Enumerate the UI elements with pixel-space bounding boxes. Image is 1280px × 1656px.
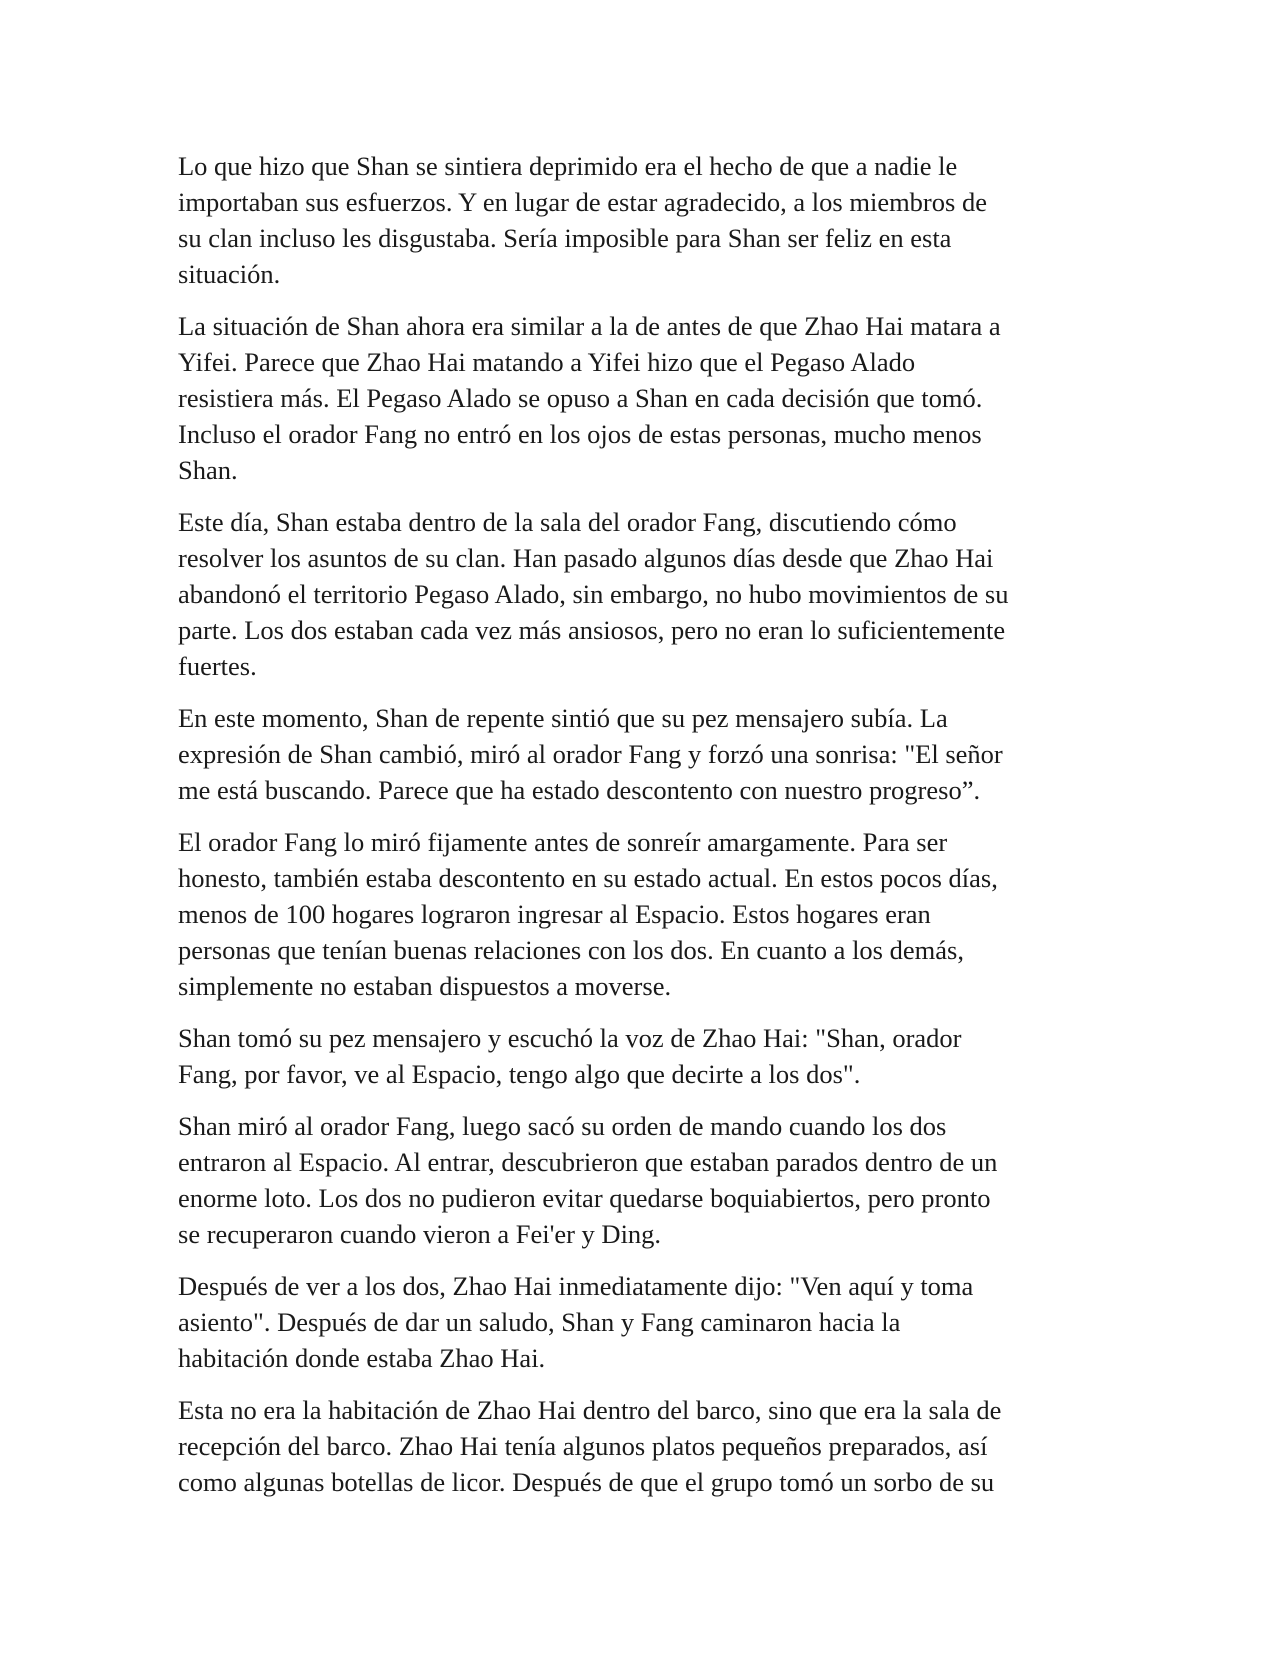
text-line: La situación de Shan ahora era similar a la de antes de que Zhao Hai matara a [178,311,1001,341]
paragraph-6 [178,1020,1108,1092]
text-line: enorme loto. Los dos no pudieron evitar quedarse boquiabiertos, pero pronto [178,1183,991,1213]
text-line: situación. [178,259,281,289]
paragraph-4 [178,700,1108,808]
text-line: entraron al Espacio. Al entrar, descubrieron que estaban parados dentro de un [178,1147,998,1177]
text-line: como algunas botellas de licor. Después de que el grupo tomó un sorbo de su [178,1467,995,1497]
text-line: Shan. [178,455,238,485]
text-line: Incluso el orador Fang no entró en los ojos de estas personas, mucho menos [178,419,982,449]
text-line: Yifei. Parece que Zhao Hai matando a Yifei hizo que el Pegaso Alado [178,347,916,377]
text-line: asiento". Después de dar un saludo, Shan y Fang caminaron hacia la [178,1307,901,1337]
paragraph-9 [178,1392,1108,1500]
paragraph-2 [178,308,1108,488]
paragraph-3 [178,504,1108,684]
paragraph-5 [178,824,1108,1004]
text-line: su clan incluso les disgustaba. Sería imposible para Shan ser feliz en esta [178,223,952,253]
text-line: importaban sus esfuerzos. Y en lugar de estar agradecido, a los miembros de [178,187,987,217]
text-line: Esta no era la habitación de Zhao Hai dentro del barco, sino que era la sala de [178,1395,1002,1425]
text-line: Después de ver a los dos, Zhao Hai inmediatamente dijo: "Ven aquí y toma [178,1271,974,1301]
text-line: El orador Fang lo miró fijamente antes de sonreír amargamente. Para ser [178,827,948,857]
text-line: honesto, también estaba descontento en su estado actual. En estos pocos días, [178,863,998,893]
text-line: En este momento, Shan de repente sintió que su pez mensajero subía. La [178,703,948,733]
document-body [178,148,1108,1516]
text-line: personas que tenían buenas relaciones con los dos. En cuanto a los demás, [178,935,964,965]
text-line: Este día, Shan estaba dentro de la sala del orador Fang, discutiendo cómo [178,507,957,537]
text-line: fuertes. [178,651,257,681]
text-line: expresión de Shan cambió, miró al orador Fang y forzó una sonrisa: "El señor [178,739,1003,769]
text-line: parte. Los dos estaban cada vez más ansiosos, pero no eran lo suficientemente [178,615,1006,645]
text-line: simplemente no estaban dispuestos a moverse. [178,971,672,1001]
text-line: Fang, por favor, ve al Espacio, tengo algo que decirte a los dos". [178,1059,861,1089]
text-line: recepción del barco. Zhao Hai tenía algunos platos pequeños preparados, así [178,1431,988,1461]
text-line: me está buscando. Parece que ha estado descontento con nuestro progreso”. [178,775,981,805]
text-line: Shan miró al orador Fang, luego sacó su orden de mando cuando los dos [178,1111,947,1141]
text-line: resistiera más. El Pegaso Alado se opuso a Shan en cada decisión que tomó. [178,383,983,413]
text-line: resolver los asuntos de su clan. Han pasado algunos días desde que Zhao Hai [178,543,994,573]
paragraph-8 [178,1268,1108,1376]
text-line: Lo que hizo que Shan se sintiera deprimido era el hecho de que a nadie le [178,151,958,181]
paragraph-1 [178,148,1108,292]
text-line: se recuperaron cuando vieron a Fei'er y Ding. [178,1219,662,1249]
text-line: menos de 100 hogares lograron ingresar al Espacio. Estos hogares eran [178,899,931,929]
paragraph-7 [178,1108,1108,1252]
text-line: abandonó el territorio Pegaso Alado, sin embargo, no hubo movimientos de su [178,579,1009,609]
text-line: Shan tomó su pez mensajero y escuchó la voz de Zhao Hai: "Shan, orador [178,1023,962,1053]
text-line: habitación donde estaba Zhao Hai. [178,1343,546,1373]
